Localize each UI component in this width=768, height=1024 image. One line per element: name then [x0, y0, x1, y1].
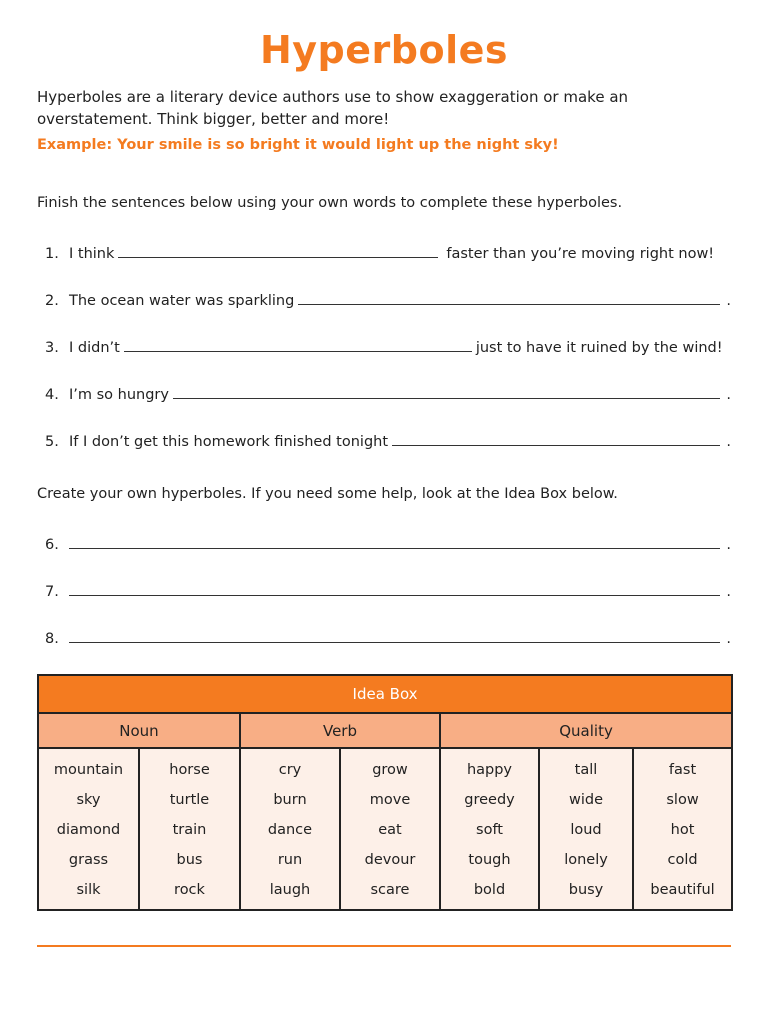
word: wide: [568, 792, 603, 808]
verb-column-1: [240, 748, 340, 910]
verb-column-2: [340, 748, 440, 910]
word: loud: [570, 822, 602, 838]
word: busy: [568, 882, 604, 898]
answer-line[interactable]: [118, 243, 438, 258]
noun-column-1: [38, 748, 139, 910]
answer-line[interactable]: [298, 290, 720, 305]
word: mountain: [53, 762, 124, 778]
sentence-end: .: [726, 434, 731, 450]
answer-line[interactable]: [69, 628, 720, 643]
quality-column-1: [440, 748, 539, 910]
word: horse: [169, 762, 210, 778]
own-row-7: [37, 578, 731, 600]
sentence-row-2: [37, 287, 731, 309]
sentence-row-1: [37, 240, 731, 262]
sentence-end: .: [726, 387, 731, 403]
noun-column-2: [139, 748, 240, 910]
word: soft: [476, 822, 503, 838]
word: hot: [670, 822, 695, 838]
answer-line[interactable]: [69, 581, 720, 596]
sentence-end: .: [726, 584, 731, 600]
word: sky: [76, 792, 101, 808]
sentence-start: I think: [69, 246, 115, 262]
word: train: [172, 822, 207, 838]
own-row-6: [37, 531, 731, 553]
word: move: [369, 792, 411, 808]
word: dance: [267, 822, 313, 838]
quality-column-3: [633, 748, 732, 910]
word: scare: [370, 882, 410, 898]
sentence-number: 3.: [45, 340, 59, 356]
word: burn: [273, 792, 307, 808]
sentence-end: .: [726, 537, 731, 553]
word: tough: [468, 852, 511, 868]
sentence-start: I didn’t: [69, 340, 120, 356]
word: eat: [378, 822, 402, 838]
quality-column-2: [539, 748, 633, 910]
word: cry: [278, 762, 302, 778]
intro-text: Hyperboles are a literary device authors use to show exaggeration or make an overstatement. Think bigger, better and more!: [37, 88, 629, 128]
answer-line[interactable]: [392, 431, 720, 446]
idea-box-title: Idea Box: [38, 675, 732, 713]
page-title: Hyperboles: [259, 28, 508, 72]
header-noun: Noun: [38, 713, 240, 748]
instruction-finish: Finish the sentences below using your own words to complete these hyperboles.: [37, 195, 623, 211]
word: lonely: [564, 852, 608, 868]
word: happy: [466, 762, 513, 778]
sentence-number: 1.: [45, 246, 59, 262]
sentence-start: The ocean water was sparkling: [69, 293, 295, 309]
word: beautiful: [650, 882, 715, 898]
sentence-number: 2.: [45, 293, 59, 309]
sentence-end: just to have it ruined by the wind!: [475, 340, 723, 356]
word: diamond: [56, 822, 121, 838]
word: tall: [574, 762, 598, 778]
answer-line[interactable]: [124, 337, 472, 352]
word: grow: [372, 762, 408, 778]
word: turtle: [169, 792, 210, 808]
footer-divider: [37, 945, 731, 947]
idea-box-table: [37, 674, 733, 911]
instruction-create: Create your own hyperboles. If you need some help, look at the Idea Box below.: [37, 486, 618, 502]
word: laugh: [269, 882, 311, 898]
sentence-start: If I don’t get this homework finished tonight: [69, 434, 389, 450]
word: silk: [76, 882, 101, 898]
sentence-row-3: [37, 334, 731, 356]
word: run: [277, 852, 303, 868]
answer-line[interactable]: [173, 384, 720, 399]
word: bold: [473, 882, 506, 898]
sentence-number: 4.: [45, 387, 59, 403]
sentence-end: .: [726, 631, 731, 647]
sentence-number: 8.: [45, 631, 59, 647]
header-verb: Verb: [240, 713, 440, 748]
sentence-number: 5.: [45, 434, 59, 450]
sentence-row-5: [37, 428, 731, 450]
word: slow: [666, 792, 699, 808]
word: greedy: [464, 792, 515, 808]
word: cold: [667, 852, 698, 868]
sentence-row-4: [37, 381, 731, 403]
word: bus: [176, 852, 203, 868]
sentence-number: 6.: [45, 537, 59, 553]
sentence-start: I’m so hungry: [69, 387, 169, 403]
own-row-8: [37, 625, 731, 647]
sentence-number: 7.: [45, 584, 59, 600]
word: grass: [68, 852, 109, 868]
answer-line[interactable]: [69, 534, 720, 549]
word: fast: [668, 762, 697, 778]
example-text: Example: Your smile is so bright it would light up the night sky!: [37, 137, 559, 153]
word: devour: [364, 852, 416, 868]
sentence-end: faster than you’re moving right now!: [446, 246, 715, 262]
word: rock: [174, 882, 205, 898]
header-quality: Quality: [440, 713, 732, 748]
sentence-end: .: [726, 293, 731, 309]
